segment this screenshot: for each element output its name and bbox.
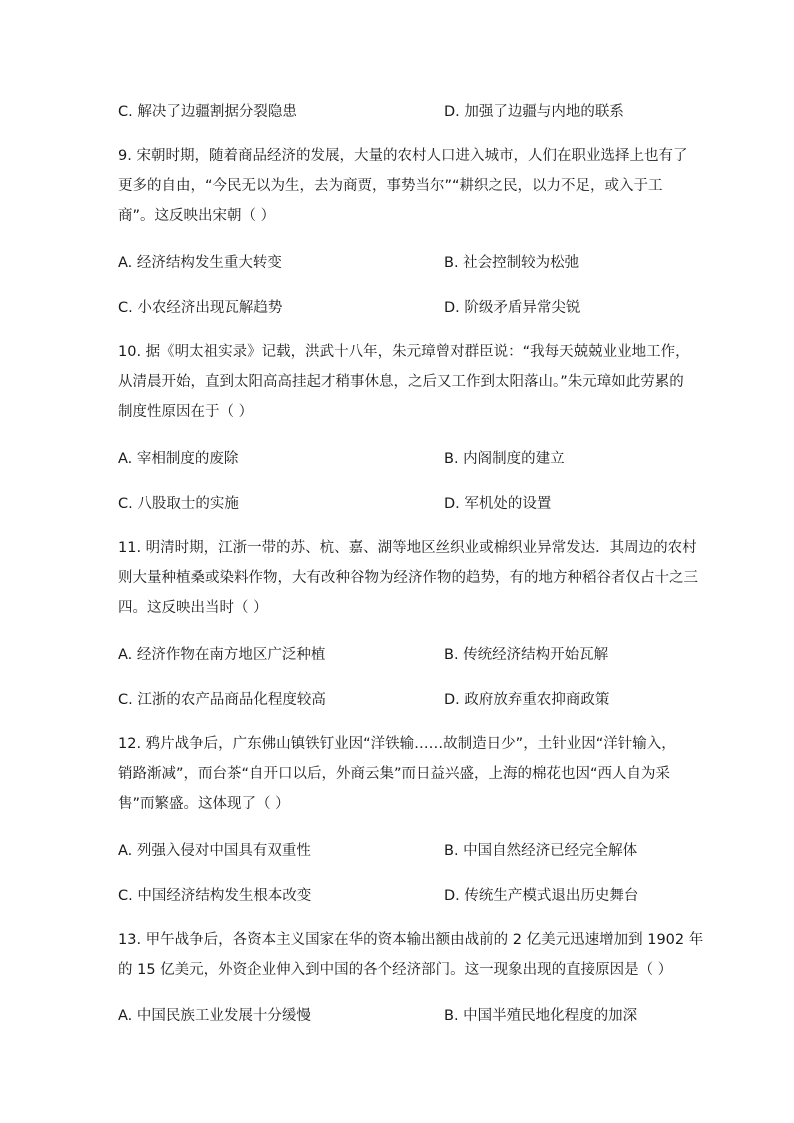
q11-stem-line-3: 四。这反映出当时（ ） bbox=[118, 600, 268, 616]
q10-stem-line-3: 制度性原因在于（ ） bbox=[118, 404, 254, 420]
q10-options-row-1 bbox=[118, 447, 678, 471]
q11-stem-line-1: 11. 明清时期，江浙一带的苏、杭、嘉、湖等地区丝织业或棉织业异常发达．其周边的农村 bbox=[118, 540, 697, 556]
q8-option-d: D. 加强了边疆与内地的联系 bbox=[444, 104, 624, 120]
q9-stem-line-2: 更多的自由，“今民无以为生，去为商贾，事势当尔”“耕织之民，以力不足，或入于工 bbox=[118, 178, 663, 194]
q9-options-row-1 bbox=[118, 251, 678, 275]
q10-option-d: D. 军机处的设置 bbox=[444, 496, 552, 512]
q12-stem-line-1: 12. 鸦片战争后，广东佛山镇铁钉业因“洋铁输……故制造日少”，土针业因“洋针输入， bbox=[118, 736, 676, 752]
q11-option-d: D. 政府放弃重农抑商政策 bbox=[444, 692, 610, 708]
q13-stem-line-1: 13. 甲午战争后，各资本主义国家在华的资本输出额由战前的 2 亿美元迅速增加到 1902 年 bbox=[118, 932, 704, 948]
q13-options-row-1 bbox=[118, 1004, 678, 1028]
q12-option-d: D. 传统生产模式退出历史舞台 bbox=[444, 888, 639, 904]
q11-option-b: B. 传统经济结构开始瓦解 bbox=[444, 647, 609, 663]
q13-option-a: A. 中国民族工业发展十分缓慢 bbox=[118, 1008, 311, 1024]
q10-option-b: B. 内阁制度的建立 bbox=[444, 451, 565, 467]
q9-options-row-2 bbox=[118, 296, 678, 320]
q10-stem-line-2: 从清晨开始，直到太阳高高挂起才稍事休息，之后又工作到太阳落山。”朱元璋如此劳累的 bbox=[118, 374, 684, 390]
q12-stem-line-3: 售”而繁盛。这体现了（ ） bbox=[118, 796, 290, 812]
q11-options-row-2 bbox=[118, 688, 678, 712]
q11-options-row-1 bbox=[118, 643, 678, 667]
question-9 bbox=[118, 141, 688, 231]
question-10 bbox=[118, 337, 690, 427]
q13-stem-line-2: 的 15 亿美元，外资企业伸入到中国的各个经济部门。这一现象出现的直接原因是（ ） bbox=[118, 962, 673, 978]
q12-options-row-2 bbox=[118, 884, 678, 908]
q10-option-c: C. 八股取士的实施 bbox=[118, 496, 239, 512]
q11-option-a: A. 经济作物在南方地区广泛种植 bbox=[118, 647, 326, 663]
q9-option-b: B. 社会控制较为松弛 bbox=[444, 255, 580, 271]
q10-option-a: A. 宰相制度的废除 bbox=[118, 451, 239, 467]
question-13 bbox=[118, 925, 704, 985]
q9-stem-line-3: 商”。这反映出宋朝（ ） bbox=[118, 208, 276, 224]
q11-option-c: C. 江浙的农产品商品化程度较高 bbox=[118, 692, 326, 708]
q8-option-c: C. 解决了边疆割据分裂隐患 bbox=[118, 104, 297, 120]
q10-stem-line-1: 10. 据《明太祖实录》记载，洪武十八年，朱元璋曾对群臣说：“我每天兢兢业业地工作， bbox=[118, 344, 690, 360]
q9-option-c: C. 小农经济出现瓦解趋势 bbox=[118, 300, 283, 316]
q9-stem-line-1: 9. 宋朝时期，随着商品经济的发展，大量的农村人口进入城市，人们在职业选择上也有了 bbox=[118, 148, 688, 164]
q9-option-d: D. 阶级矛盾异常尖锐 bbox=[444, 300, 581, 316]
q11-stem-line-2: 则大量种植桑或染料作物，大有改种谷物为经济作物的趋势，有的地方种稻谷者仅占十之三 bbox=[118, 570, 698, 586]
q12-option-a: A. 列强入侵对中国具有双重性 bbox=[118, 843, 311, 859]
q12-option-c: C. 中国经济结构发生根本改变 bbox=[118, 888, 312, 904]
q12-option-b: B. 中国自然经济已经完全解体 bbox=[444, 843, 638, 859]
q9-option-a: A. 经济结构发生重大转变 bbox=[118, 255, 282, 271]
q8-options bbox=[118, 100, 678, 124]
q13-option-b: B. 中国半殖民地化程度的加深 bbox=[444, 1008, 638, 1024]
q10-options-row-2 bbox=[118, 492, 678, 516]
question-12 bbox=[118, 729, 678, 819]
q12-stem-line-2: 销路渐减”，而台茶“自开口以后，外商云集”而日益兴盛，上海的棉花也因“西人自为采 bbox=[118, 766, 671, 782]
question-11 bbox=[118, 533, 698, 623]
q12-options-row-1 bbox=[118, 839, 678, 863]
